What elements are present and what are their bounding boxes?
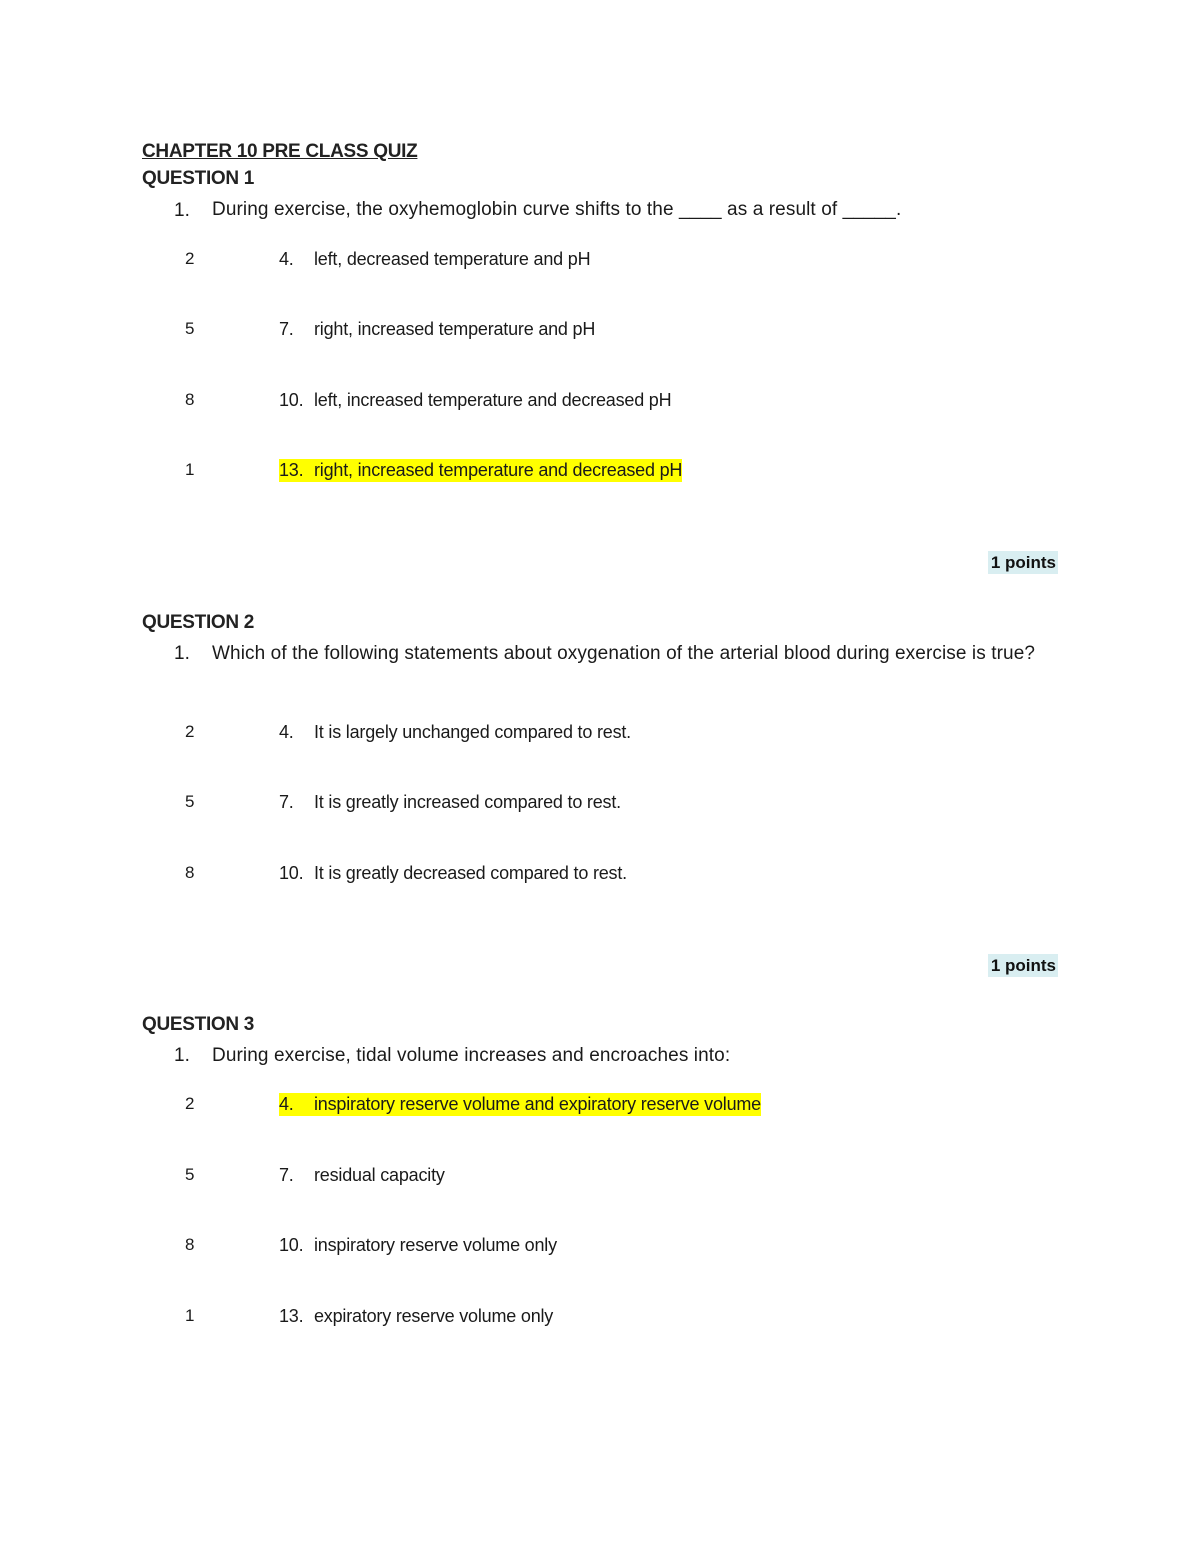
question-text: During exercise, tidal volume increases and encroaches into:: [212, 1045, 731, 1066]
points-badge: 1 points: [988, 551, 1058, 574]
answer-option-highlighted[interactable]: [279, 1093, 761, 1116]
stray-numeral: 2: [185, 249, 195, 268]
option-number: 10.: [279, 390, 304, 410]
option-text: left, decreased temperature and pH: [314, 249, 591, 269]
option-text: right, increased temperature and pH: [314, 319, 596, 339]
option-text: residual capacity: [314, 1165, 445, 1185]
quiz-title: CHAPTER 10 PRE CLASS QUIZ: [142, 141, 418, 162]
option-text: inspiratory reserve volume and expiratory reserve volume: [314, 1094, 761, 1114]
option-number: 4.: [279, 1094, 294, 1114]
answer-option[interactable]: [279, 1234, 557, 1257]
option-text: expiratory reserve volume only: [314, 1306, 554, 1326]
stray-numeral: 8: [185, 390, 195, 409]
points-badge: 1 points: [988, 954, 1058, 977]
question-text: During exercise, the oxyhemoglobin curve shifts to the ____ as a result of _____.: [212, 199, 902, 220]
question-heading: QUESTION 2: [142, 612, 255, 633]
question-text: Which of the following statements about oxygenation of the arterial blood during exercise is true?: [212, 643, 1036, 664]
option-text: It is greatly decreased compared to rest.: [314, 863, 627, 883]
answer-option[interactable]: [279, 318, 595, 341]
option-text: right, increased temperature and decreased pH: [314, 460, 683, 480]
question-number: 1.: [174, 643, 190, 664]
stray-numeral: 8: [185, 863, 195, 882]
option-text: It is largely unchanged compared to rest.: [314, 722, 631, 742]
answer-option[interactable]: [279, 1164, 445, 1187]
option-number: 7.: [279, 1165, 294, 1185]
option-number: 7.: [279, 319, 294, 339]
option-text: left, increased temperature and decreased pH: [314, 390, 672, 410]
question-heading: QUESTION 1: [142, 168, 255, 189]
option-number: 13.: [279, 1306, 304, 1326]
question-heading: QUESTION 3: [142, 1014, 255, 1035]
option-number: 4.: [279, 249, 294, 269]
option-number: 4.: [279, 722, 294, 742]
option-number: 10.: [279, 1235, 304, 1255]
stray-numeral: 2: [185, 1094, 195, 1113]
option-number: 13.: [279, 460, 304, 480]
option-text: It is greatly increased compared to rest.: [314, 792, 621, 812]
question-number: 1.: [174, 1045, 190, 1066]
stray-numeral: 8: [185, 1235, 195, 1254]
stray-numeral: 5: [185, 319, 195, 338]
stray-numeral: 1: [185, 1306, 195, 1325]
answer-option[interactable]: [279, 721, 631, 744]
answer-option[interactable]: [279, 791, 621, 814]
question-number: 1.: [174, 200, 190, 221]
answer-option[interactable]: [279, 389, 671, 412]
stray-numeral: 1: [185, 460, 195, 479]
option-number: 10.: [279, 863, 304, 883]
answer-option[interactable]: [279, 1305, 553, 1328]
stray-numeral: 2: [185, 722, 195, 741]
answer-option-highlighted[interactable]: [279, 459, 682, 482]
answer-option[interactable]: [279, 248, 590, 271]
option-number: 7.: [279, 792, 294, 812]
stray-numeral: 5: [185, 1165, 195, 1184]
option-text: inspiratory reserve volume only: [314, 1235, 557, 1255]
stray-numeral: 5: [185, 792, 195, 811]
answer-option[interactable]: [279, 862, 627, 885]
